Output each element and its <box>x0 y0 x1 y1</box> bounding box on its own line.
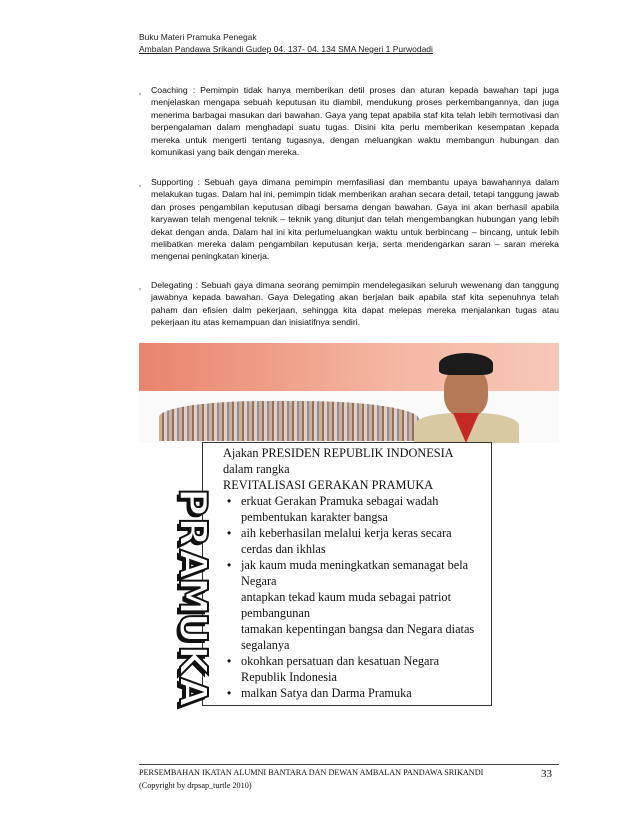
paragraph-coaching <box>139 84 559 158</box>
box-item: pembentukan karakter bangsa <box>241 510 388 524</box>
footer-dedication: PERSEMBAHAN IKATAN ALUMNI BANTARA DAN DEWAN AMBALAN PANDAWA SRIKANDI <box>139 768 484 777</box>
letter-u: U <box>171 612 215 644</box>
peci-cap <box>439 353 493 375</box>
box-heading-2: dalam rangka <box>223 462 290 476</box>
bullet-dot-icon: • <box>227 558 232 572</box>
president-scout-photo <box>139 343 559 443</box>
paragraph-coaching-text: Coaching : Pemimpin tidak hanya memberikan detil proses dan aturan kepada bawahan tapi juga menjelaskan mengapa sebuah keputusan itu diambil, mendukung proses perkembangannya, dan juga menerima barbagai masukan dari bawahan. Gaya yang tepat apabila staf kita telah lebih termotivasi dan berpengalaman dalam menghadapi suatu tugas. Disini kita perlu memberikan kesempatan kepada mereka untuk mengerti tentang tugasnya, dengan meluangkan waktu membangun hubungan dan komunikasi yang baik dengan mereka. <box>151 85 559 158</box>
letter-a: A <box>171 549 215 579</box>
bullet-dot-icon: • <box>227 494 232 508</box>
paragraph-supporting-text: Supporting : Sebuah gaya dimana pemimpin memfasiliasi dan membantu upaya bawahannya dalam melakukan tugas. Dalam hal ini, pemimpin tidak memberikan arahan secara detail, tetapi tanggung jawab dan proses pengambilan keputusan dibagi bersama dengan bawahan. Gaya ini akan berhasil apabila karyawan telah mengenal teknik – teknik yang ditunjut dan telah mengembangkan hubungan yang lebih dekat dengan anda. Dalam hal ini kita perlumeluangkan waktu untuk berbincang – bincang, untuk lebih melibatkan mereka dalam pengambilan keputusan kerja, serta mendengarkan saran – saran mereka mengenai peningkatan kinerja. <box>151 177 559 262</box>
bullet-marker-icon: ‚ <box>139 86 141 96</box>
box-item: okohkan persatuan dan kesatuan Negara <box>241 654 440 668</box>
crowd-image <box>159 401 419 441</box>
letter-p: P <box>171 488 215 516</box>
paragraph-supporting <box>139 176 559 263</box>
box-item: pembangunan <box>241 606 310 620</box>
bullet-marker-icon: ‚ <box>139 281 141 291</box>
bullet-dot-icon: • <box>227 654 232 668</box>
box-item: malkan Satya dan Darma Pramuka <box>241 686 412 700</box>
paragraph-delegating <box>139 279 559 329</box>
letter-m: M <box>171 577 215 615</box>
page-number: 33 <box>541 768 552 780</box>
box-heading-3: REVITALISASI GERAKAN PRAMUKA <box>223 478 434 492</box>
page-footer <box>139 767 519 792</box>
footer-divider <box>139 764 559 765</box>
box-item: cerdas dan ikhlas <box>241 542 326 556</box>
box-item: aih keberhasilan melalui kerja keras secara <box>241 526 452 540</box>
footer-copyright: (Copyright by drpsap_turtle 2010) <box>139 780 252 790</box>
box-item: antapkan tekad kaum muda sebagai patriot <box>241 590 451 604</box>
header-book-title: Buku Materi Pramuka Penegak <box>139 32 257 42</box>
header-ambalan: Ambalan Pandawa Srikandi Gudep 04. 137- 04. 134 SMA Negeri 1 Purwodadi <box>139 44 433 54</box>
president-portrait <box>409 351 524 443</box>
bullet-dot-icon: • <box>227 526 232 540</box>
letter-k: K <box>171 645 215 675</box>
box-item: Negara <box>241 574 277 588</box>
paragraph-delegating-text: Delegating : Sebuah gaya dimana seorang pemimpin mendelegasikan seluruh wewenang dan tanggung jawabnya kepada bawahan. Gaya Delegating akan berjalan baik apabila staf kita sepenuhnya telah paham dan efisien dalm pekerjaan, sehingga kita dapat melepas mereka menjalankan tugas atau pekerjaan itu atas kemampuan dan inisiatifnya sendiri. <box>151 280 559 328</box>
box-item: erkuat Gerakan Pramuka sebagai wadah <box>241 494 439 508</box>
box-item: segalanya <box>241 638 290 652</box>
letter-r: R <box>171 517 215 547</box>
box-item: Republik Indonesia <box>241 670 337 684</box>
page-header <box>139 31 433 55</box>
box-heading-1: Ajakan PRESIDEN REPUBLIK INDONESIA <box>223 446 454 460</box>
box-item: jak kaum muda meningkatkan semanagat bela <box>241 558 469 572</box>
bullet-dot-icon: • <box>227 686 232 700</box>
box-item: tamakan kepentingan bangsa dan Negara diatas <box>241 622 475 636</box>
letter-a: A <box>171 677 215 707</box>
bullet-marker-icon: ‚ <box>139 178 141 188</box>
